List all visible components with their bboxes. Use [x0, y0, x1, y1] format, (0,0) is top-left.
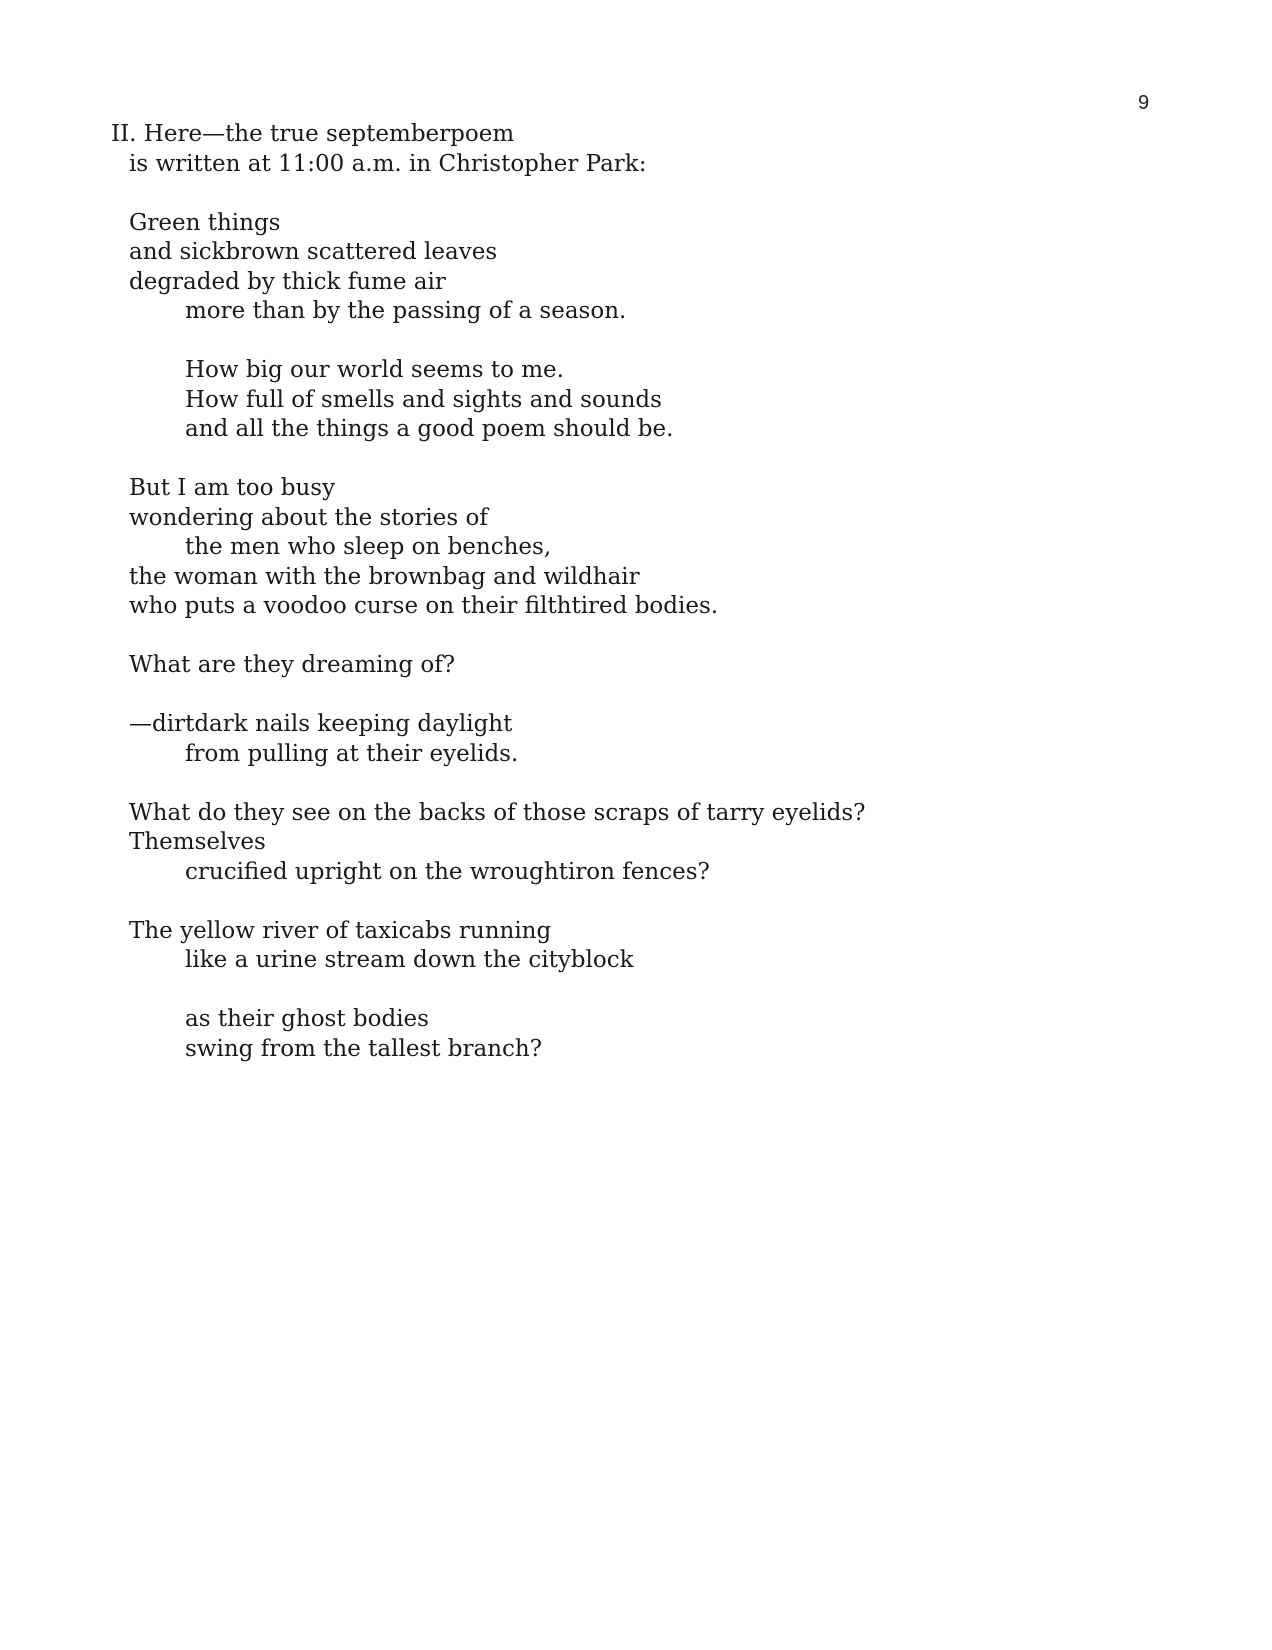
poem-line: Themselves	[129, 829, 266, 855]
poem-line: as their ghost bodies	[185, 1006, 429, 1032]
poem-line: What do they see on the backs of those scraps of tarry eyelids?	[129, 799, 866, 826]
stanza-break	[0, 445, 1272, 475]
poem-line: like a urine stream down the cityblock	[185, 947, 634, 973]
page-number: 9	[1138, 92, 1150, 114]
poem-body	[0, 120, 1272, 1064]
poem-line: is written at 11:00 a.m. in Christopher Park:	[129, 150, 647, 177]
poem-line: How full of smells and sights and sounds	[185, 386, 662, 413]
stanza-break	[0, 622, 1272, 652]
stanza-break	[0, 769, 1272, 799]
poem-line: What are they dreaming of?	[129, 652, 456, 678]
poem-line: the men who sleep on benches,	[185, 534, 552, 560]
poem-line: wondering about the stories of	[129, 504, 488, 531]
poem-line: and sickbrown scattered leaves	[129, 239, 498, 265]
poem-line: The yellow river of taxicabs running	[129, 917, 552, 944]
poem-line: who puts a voodoo curse on their filthtired bodies.	[129, 593, 719, 619]
poem-line: from pulling at their eyelids.	[185, 740, 519, 767]
poem-line: —dirtdark nails keeping daylight	[129, 711, 513, 737]
poem-line: swing from the tallest branch?	[185, 1035, 543, 1062]
poem-line: the woman with the brownbag and wildhair	[129, 563, 640, 590]
poem-line: crucified upright on the wroughtiron fences?	[185, 858, 710, 885]
stanza-break	[0, 327, 1272, 357]
stanza-break	[0, 887, 1272, 917]
poem-line: more than by the passing of a season.	[185, 298, 627, 324]
poem-line: But I am too busy	[129, 475, 336, 501]
poem-line: degraded by thick fume air	[129, 268, 446, 295]
poem-line: How big our world seems to me.	[185, 357, 564, 383]
stanza-break	[0, 976, 1272, 1006]
poem-line: II. Here—the true septemberpoem	[111, 121, 515, 147]
poem-line: Green things	[129, 209, 281, 236]
poem-line: and all the things a good poem should be.	[185, 416, 674, 442]
stanza-break	[0, 681, 1272, 711]
stanza-break	[0, 179, 1272, 209]
